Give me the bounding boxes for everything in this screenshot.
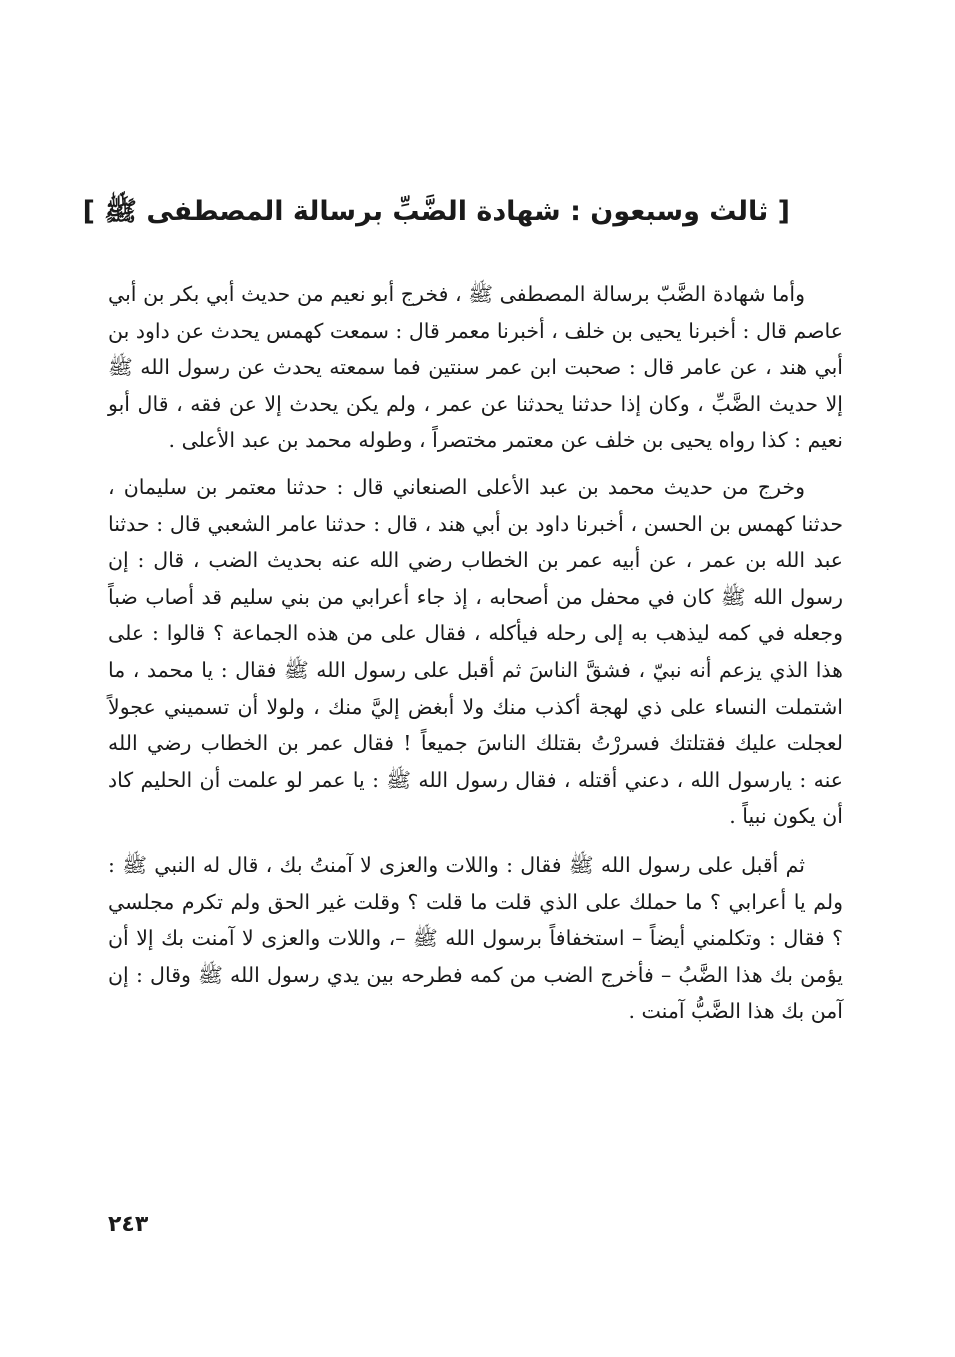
paragraph-2: وخرج من حديث محمد بن عبد الأعلى الصنعاني قال : حدثنا معتمر بن سليمان ، حدثنا كهمس بن الحسن ، أخبرنا داود بن أبي هند ، قال : حدثنا عامر الشعبي قال : حدثنا عبد الله بن عمر ، عن أبيه عمر بن الخطاب رضي الله عنه بحديث الضب ، قال : إن رسول الله ﷺ كان في محفل من أصحابه ، إذ جاء أعرابي من بني سليم قد أصاب ضباً وجعله في كمه ليذهب به إلى رحله فيأكله ، فقال على من هذه الجماعة ؟ قالوا : على هذا الذي يزعم أنه نبيّ ، فشقَّ الناسَ ثم أقبل على رسول الله ﷺ فقال : يا محمد ، ما اشتملت النساء على ذي لهجة أكذب منك ولا أبغض إليَّ منك ، ولولا أن تسميني عجولاً لعجلت عليك فقتلتك فسررْتُ بقتلك الناسَ جميعاً ! فقال عمر بن الخطاب رضي الله عنه : يارسول الله ، دعني أقتله ، فقال رسول الله ﷺ : يا عمر لو علمت أن الحليم كاد أن يكون نبياً . — [108, 474, 843, 829]
section-title: [ ثالث وسبعون : شهادة الضَّبِّ برسالة المصطفى ﷺ ] — [82, 196, 790, 227]
paragraph-1: وأما شهادة الضَّبّ برسالة المصطفى ﷺ ، فخرج أبو نعيم من حديث أبي بكر بن أبي عاصم قال : أخبرنا يحيى بن خلف ، أخبرنا معمر قال : سمعت كهمس يحدث عن داود بن أبي هند ، عن عامر قال : صحبت ابن عمر سنتين فما سمعته يحدث عن رسول الله ﷺ إلا حديث الضَّبِّ ، وكان إذا حدثنا يحدثنا عن عمر ، ولم يكن يحدث إلا عن فقه ، قال أبو نعيم : كذا رواه يحيى بن خلف عن معتمر مختصراً ، وطوله محمد بن عبد الأعلى . — [108, 282, 843, 453]
body-text — [108, 276, 843, 1030]
paragraph-3: ثم أقبل على رسول الله ﷺ فقال : واللات والعزى لا آمنتُ بك ، قال له النبي ﷺ : ولم يا أعرابي ؟ ما حملك على الذي قلت ما قلت ؟ وقلت غير الحق ولم تكرم مجلسي ؟ فقال : وتكلمني أيضاً – استخفافاً برسول الله ﷺ –، واللات والعزى لا آمنت بك إلا أن يؤمن بك هذا الضَّبُ – فأخرج الضب من كمه فطرحه بين يدي رسول الله ﷺ وقال : إن آمن بك هذا الضَّبُّ آمنت . — [108, 852, 843, 1024]
page-number: ٢٤٣ — [108, 1212, 149, 1237]
